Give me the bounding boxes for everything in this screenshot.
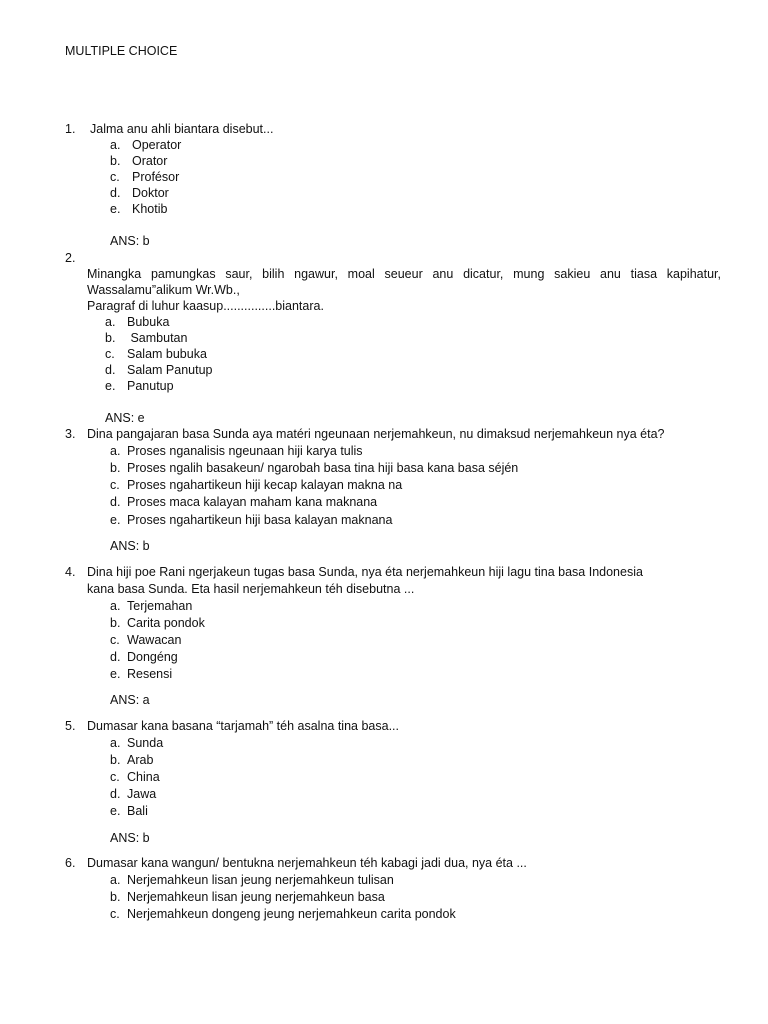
option-letter: b. xyxy=(110,154,121,168)
option-letter: b. xyxy=(110,616,121,630)
option-letter: a. xyxy=(110,736,121,750)
option-letter: c. xyxy=(105,347,115,361)
option-text: Proses nganalisis ngeunaan hiji karya tulis xyxy=(127,444,363,458)
option-letter: d. xyxy=(110,495,121,509)
question-text: Jalma anu ahli biantara disebut... xyxy=(90,122,274,136)
question-text: Dina hiji poe Rani ngerjakeun tugas basa Sunda, nya éta nerjemahkeun hiji lagu tina basa Indonesia xyxy=(87,565,643,579)
option-letter: e. xyxy=(110,804,121,818)
option-text: Sambutan xyxy=(127,331,188,345)
question-text: Dumasar kana wangun/ bentukna nerjemahkeun téh kabagi jadi dua, nya éta ... xyxy=(87,856,527,870)
option-text: Panutup xyxy=(127,379,174,393)
option-letter: e. xyxy=(110,513,121,527)
question-number: 4. xyxy=(65,565,76,579)
option-letter: e. xyxy=(110,202,121,216)
option-text: Bali xyxy=(127,804,148,818)
option-text: Operator xyxy=(132,138,182,152)
option-text: Khotib xyxy=(132,202,168,216)
option-letter: c. xyxy=(110,633,120,647)
option-letter: c. xyxy=(110,478,120,492)
option-letter: e. xyxy=(105,379,116,393)
option-text: Proses ngahartikeun hiji basa kalayan maknana xyxy=(127,513,393,527)
question-text: Dina pangajaran basa Sunda aya matéri ngeunaan nerjemahkeun, nu dimaksud nerjemahkeun nya éta? xyxy=(87,427,665,441)
question-number: 2. xyxy=(65,251,76,265)
option-text: Nerjemahkeun lisan jeung nerjemahkeun basa xyxy=(127,890,385,904)
option-letter: a. xyxy=(110,444,121,458)
question-text: kana basa Sunda. Eta hasil nerjemahkeun téh disebutna ... xyxy=(87,582,415,596)
question-number: 3. xyxy=(65,427,76,441)
option-text: Proses ngalih basakeun/ ngarobah basa tina hiji basa kana basa séjén xyxy=(127,461,519,475)
option-text: Dongéng xyxy=(127,650,178,664)
option-letter: a. xyxy=(110,599,121,613)
option-letter: b. xyxy=(110,753,121,767)
option-text: Bubuka xyxy=(127,315,170,329)
option-text: Nerjemahkeun dongeng jeung nerjemahkeun carita pondok xyxy=(127,907,456,921)
option-text: Salam bubuka xyxy=(127,347,207,361)
option-text: Doktor xyxy=(132,186,169,200)
option-letter: a. xyxy=(105,315,116,329)
option-text: Arab xyxy=(127,753,154,767)
option-letter: b. xyxy=(110,461,121,475)
option-letter: c. xyxy=(110,907,120,921)
question-number: 6. xyxy=(65,856,76,870)
option-text: Proses maca kalayan maham kana maknana xyxy=(127,495,378,509)
option-text: Wawacan xyxy=(127,633,182,647)
option-letter: d. xyxy=(110,787,121,801)
option-letter: e. xyxy=(110,667,121,681)
answer-key: ANS: b xyxy=(110,539,150,553)
answer-key: ANS: a xyxy=(110,693,150,707)
question-number: 1. xyxy=(65,122,76,136)
option-text: Sunda xyxy=(127,736,164,750)
option-letter: b. xyxy=(105,331,116,345)
document-title: MULTIPLE CHOICE xyxy=(65,44,178,58)
option-letter: a. xyxy=(110,873,121,887)
passage-line: Wassalamu”alikum Wr.Wb., xyxy=(87,283,240,297)
option-letter: d. xyxy=(105,363,116,377)
option-text: China xyxy=(127,770,160,784)
option-letter: d. xyxy=(110,186,121,200)
question-text: Dumasar kana basana “tarjamah” téh asalna tina basa... xyxy=(87,719,399,733)
option-letter: b. xyxy=(110,890,121,904)
option-letter: d. xyxy=(110,650,121,664)
answer-key: ANS: e xyxy=(105,411,145,425)
option-text: Resensi xyxy=(127,667,173,681)
question-text: Paragraf di luhur kaasup...............biantara. xyxy=(87,299,324,313)
option-text: Orator xyxy=(132,154,168,168)
answer-key: ANS: b xyxy=(110,831,150,845)
option-letter: a. xyxy=(110,138,121,152)
option-letter: c. xyxy=(110,770,120,784)
option-letter: c. xyxy=(110,170,120,184)
option-text: Carita pondok xyxy=(127,616,205,630)
option-text: Terjemahan xyxy=(127,599,193,613)
passage-line: Minangka pamungkas saur, bilih ngawur, moal seueur anu dicatur, mung sakieu anu tiasa kapihatur, xyxy=(87,267,721,281)
option-text: Jawa xyxy=(127,787,157,801)
answer-key: ANS: b xyxy=(110,234,150,248)
option-text: Nerjemahkeun lisan jeung nerjemahkeun tulisan xyxy=(127,873,394,887)
question-number: 5. xyxy=(65,719,76,733)
option-text: Salam Panutup xyxy=(127,363,213,377)
option-text: Proses ngahartikeun hiji kecap kalayan makna na xyxy=(127,478,403,492)
option-text: Profésor xyxy=(132,170,180,184)
